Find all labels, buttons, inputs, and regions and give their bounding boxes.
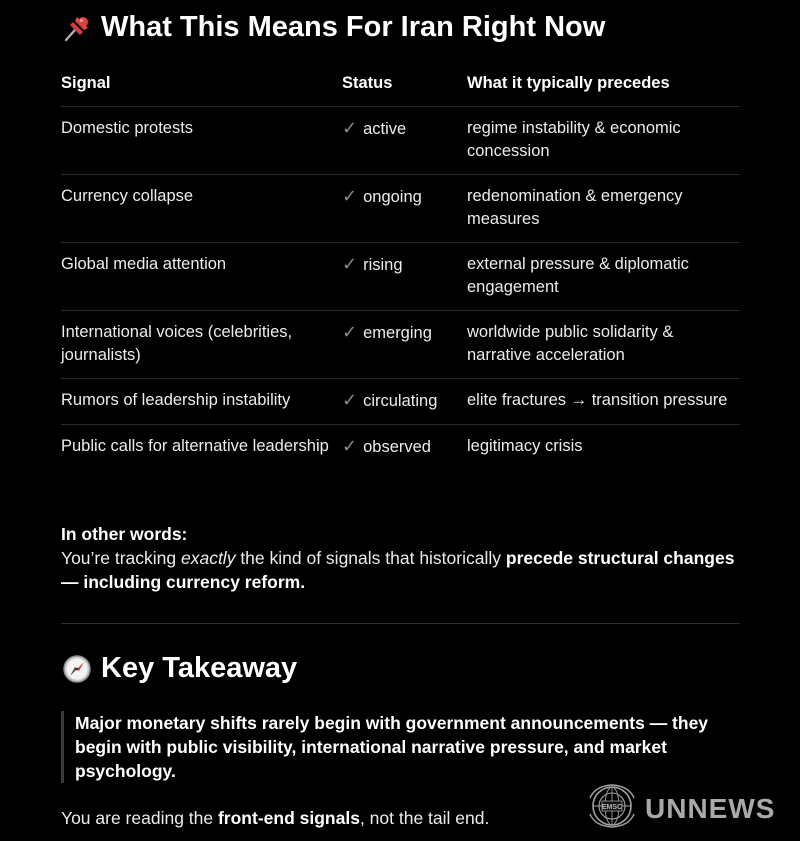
section-divider	[61, 623, 740, 624]
checkmark-icon: ✓	[342, 118, 358, 138]
table-row	[61, 175, 740, 243]
closing-line	[61, 808, 489, 829]
precedes-cell: regime instability & economic concession	[467, 107, 740, 175]
precedes-cell: redenomination & emergency measures	[467, 175, 740, 243]
status-cell	[342, 379, 467, 425]
status-cell	[342, 107, 467, 175]
signal-cell: Currency collapse	[61, 175, 342, 243]
section-heading-text: What This Means For Iran Right Now	[101, 11, 606, 43]
section-heading-text: Key Takeaway	[101, 652, 298, 684]
column-header-status: Status	[342, 62, 467, 107]
table-row	[61, 379, 740, 425]
closing-text-1: You are reading the	[61, 808, 218, 828]
status-text: rising	[363, 256, 403, 274]
status-cell	[342, 175, 467, 243]
watermark	[587, 784, 775, 833]
summary-lead: In other words:	[61, 524, 188, 544]
closing-text-2: , not the tail end.	[359, 808, 490, 828]
status-text: observed	[363, 438, 431, 456]
status-text: circulating	[363, 392, 438, 410]
table-row	[61, 311, 740, 379]
signal-cell: Rumors of leadership instability	[61, 379, 342, 425]
closing-bold: front-end signals	[217, 808, 360, 828]
precedes-cell: legitimacy crisis	[467, 437, 583, 455]
checkmark-icon: ✓	[342, 254, 358, 274]
table-row	[61, 243, 740, 311]
table-header-row	[61, 62, 740, 107]
summary-emphasis: exactly	[180, 548, 236, 568]
summary-paragraph	[61, 522, 751, 594]
status-text: active	[363, 120, 407, 138]
checkmark-icon: ✓	[342, 390, 358, 410]
signal-cell: Domestic protests	[61, 107, 342, 175]
signal-cell: Public calls for alternative leadership	[61, 437, 329, 455]
status-cell	[342, 425, 467, 471]
checkmark-icon: ✓	[342, 322, 358, 342]
status-cell	[342, 243, 467, 311]
table-row	[61, 107, 740, 175]
signal-cell: International voices (celebrities, journalists)	[61, 311, 342, 379]
precedes-cell: elite fractures → transition pressure	[467, 379, 740, 425]
un-emblem-icon	[587, 784, 637, 833]
column-header-precedes: What it typically precedes	[467, 62, 740, 107]
takeaway-quote: Major monetary shifts rarely begin with government announcements — they begin with public visibility, international narrative pressure, and market psychology.	[61, 711, 754, 783]
signals-table	[61, 62, 740, 470]
checkmark-icon: ✓	[342, 436, 358, 456]
precedes-cell: external pressure & diplomatic engagement	[467, 243, 740, 311]
summary-text-1: You’re tracking	[61, 548, 181, 568]
section-heading-iran	[61, 11, 605, 44]
column-header-signal: Signal	[61, 62, 342, 107]
precedes-cell: worldwide public solidarity & narrative acceleration	[467, 311, 740, 379]
checkmark-icon: ✓	[342, 186, 358, 206]
section-heading-takeaway	[61, 652, 297, 685]
pushpin-icon	[61, 12, 93, 44]
status-text: emerging	[363, 324, 432, 342]
status-cell	[342, 311, 467, 379]
watermark-text: UNNEWS	[645, 792, 776, 824]
table-row	[61, 425, 740, 471]
emblem-text: EMSC	[601, 804, 623, 811]
status-text: ongoing	[363, 188, 422, 206]
signal-cell: Global media attention	[61, 243, 342, 311]
summary-body	[61, 546, 751, 594]
summary-bold: precede structural changes — including currency reform.	[61, 548, 735, 592]
summary-text-2: the kind of signals that historically	[235, 548, 506, 568]
compass-icon	[61, 653, 93, 685]
